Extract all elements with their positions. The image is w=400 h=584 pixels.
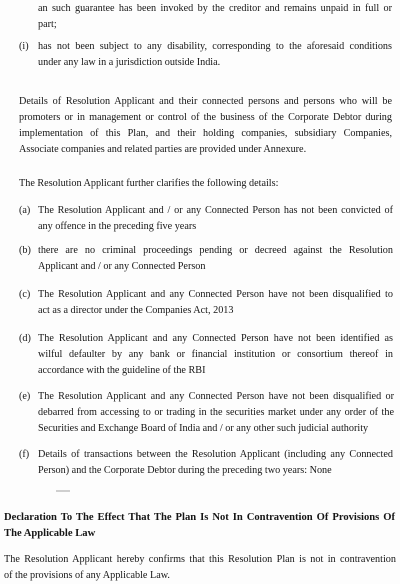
declaration-heading [4, 510, 395, 542]
clarification-marker: (e) [19, 391, 31, 402]
clarification-line: Person) and the Corporate Debtor during the preceding two years: None [38, 465, 332, 476]
details-line: implementation of this Plan, and their holding companies, subsidiary Companies, [19, 128, 392, 139]
clarification-marker: (f) [19, 449, 30, 460]
details-line: Details of Resolution Applicant and their connected persons and persons who will be [19, 96, 392, 107]
details-paragraph [19, 94, 392, 158]
clause-line: under any law in a jurisdiction outside India. [38, 57, 221, 68]
clarification-line: act as a director under the Companies Act, 2013 [38, 305, 234, 316]
clarification-e [19, 389, 394, 437]
clarification-line: debarred from accessing to or trading in the securities market under any order of the [38, 407, 394, 418]
clarification-line: The Resolution Applicant and any Connected Person have not been disqualified to [38, 289, 393, 300]
clarifications-intro [19, 176, 392, 192]
declaration-heading-line: Declaration To The Effect That The Plan Is Not In Contravention Of Provisions Of [4, 512, 395, 523]
clarification-line: wilful defaulter by any bank or financial institution or consortium thereof in [38, 349, 393, 360]
clarification-d [19, 331, 393, 379]
clause-line: has not been subject to any disability, corresponding to the aforesaid conditions [38, 41, 392, 52]
declaration-body [4, 552, 396, 584]
clarification-line: The Resolution Applicant and any Connected Person have not been disqualified or [38, 391, 394, 402]
clarification-line: Details of transactions between the Resolution Applicant (including any Connected [38, 449, 393, 460]
clause-i [19, 39, 392, 71]
continuation-paragraph [38, 1, 392, 33]
clarification-marker: (b) [19, 245, 31, 256]
continuation-line: part; [38, 19, 57, 30]
details-line: promoters or in management or control of the business of the Corporate Debtor during [19, 112, 392, 123]
clarification-b [19, 243, 393, 275]
clarification-line: accordance with the guideline of the RBI [38, 365, 206, 376]
clarification-a [19, 203, 393, 235]
clarification-c [19, 287, 393, 319]
clarification-f [19, 447, 393, 479]
clarification-marker: (d) [19, 333, 31, 344]
clarification-line: The Resolution Applicant and any Connected Person have not been identified as [38, 333, 393, 344]
declaration-heading-line: The Applicable Law [4, 528, 96, 539]
clarification-line: Securities and Exchange Board of India and / or any other such judicial authority [38, 423, 369, 434]
clarification-line: any offence in the preceding five years [38, 221, 197, 232]
scan-smudge [56, 490, 70, 492]
clarification-line: there are no criminal proceedings pending or decreed against the Resolution [38, 245, 393, 256]
continuation-line: an such guarantee has been invoked by the creditor and remains unpaid in full or [38, 3, 392, 14]
declaration-body-line: The Resolution Applicant hereby confirms that this Resolution Plan is not in contravention [4, 554, 396, 565]
declaration-body-line: of the provisions of any Applicable Law. [4, 570, 170, 581]
intro-line: The Resolution Applicant further clarifies the following details: [19, 178, 279, 189]
clarification-line: The Resolution Applicant and / or any Connected Person has not been convicted of [38, 205, 393, 216]
clarification-line: Applicant and / or any Connected Person [38, 261, 206, 272]
clarification-marker: (a) [19, 205, 31, 216]
clause-marker: (i) [19, 41, 29, 52]
details-line: Associate companies and related parties are provided under Annexure. [19, 144, 307, 155]
clarification-marker: (c) [19, 289, 31, 300]
